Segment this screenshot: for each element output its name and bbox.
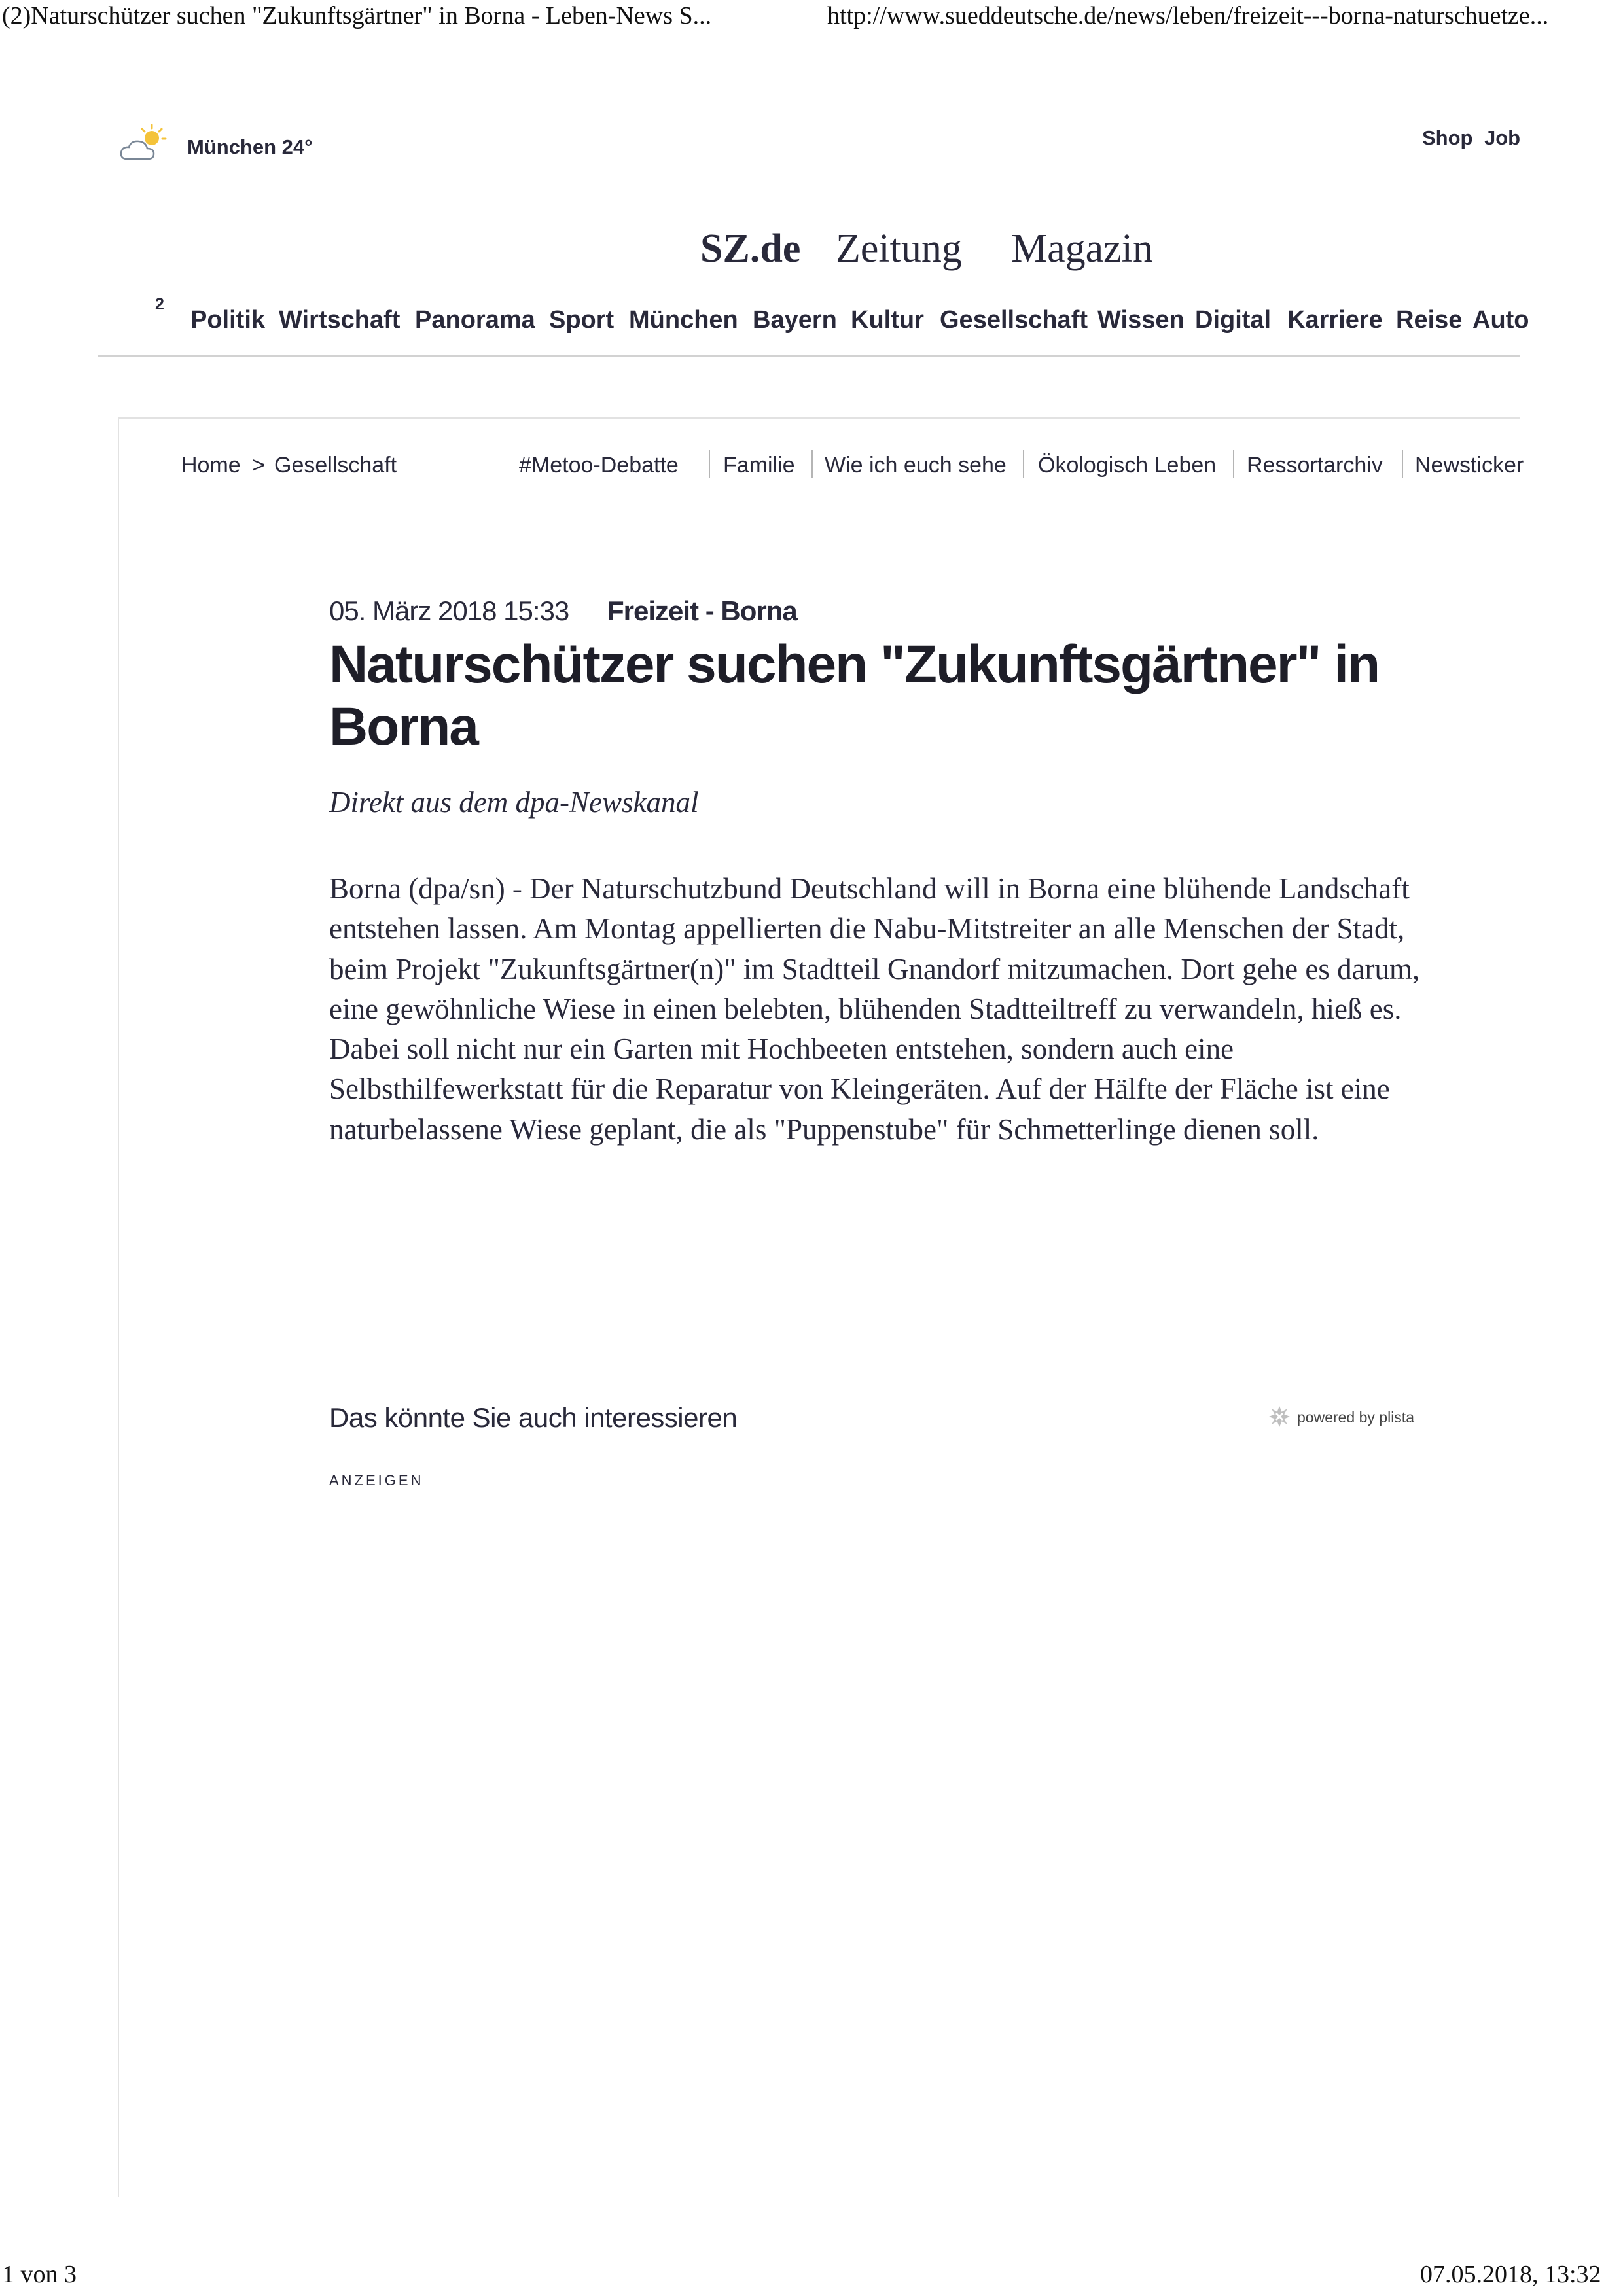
subnav-newsticker[interactable]: Newsticker [1415, 453, 1524, 478]
nav-item-kultur[interactable]: Kultur [851, 306, 924, 334]
print-page-number: 1 von 3 [2, 2261, 77, 2288]
print-timestamp: 07.05.2018, 13:32 [1420, 2261, 1601, 2288]
jobs-link[interactable]: Job [1484, 126, 1521, 149]
article-date: 05. März 2018 15:33 [329, 595, 569, 626]
nav-item-auto[interactable]: Auto [1472, 306, 1529, 334]
print-url: http://www.sueddeutsche.de/news/leben/freizeit---borna-naturschuetze... [827, 2, 1549, 29]
recommendations-title: Das könnte Sie auch interessieren [329, 1402, 738, 1433]
partly-cloudy-icon [118, 121, 170, 167]
powered-by-plista[interactable]: powered by plista [1297, 1409, 1414, 1426]
print-page-title: (2)Naturschützer suchen "Zukunftsgärtner" in Borna - Leben-News S... [2, 2, 712, 29]
sz-de-link[interactable]: SZ.de [700, 226, 801, 271]
nav-item-sport[interactable]: Sport [549, 306, 615, 334]
nav-item-muenchen[interactable]: München [629, 306, 738, 334]
content-frame-top [118, 417, 1520, 419]
article-kicker: Freizeit - Borna [607, 595, 797, 626]
nav-item-gesellschaft[interactable]: Gesellschaft [940, 306, 1088, 334]
article-headline: Naturschützer suchen "Zukunftsgärtner" in Borna [329, 635, 1380, 756]
breadcrumb-home[interactable]: Home [181, 453, 241, 478]
plista-logo-icon [1266, 1404, 1293, 1430]
subnav-wie-ich-euch-sehe[interactable]: Wie ich euch sehe [825, 453, 1007, 478]
ads-label: ANZEIGEN [329, 1472, 424, 1489]
zeitung-link[interactable]: Zeitung [836, 226, 962, 271]
article-lead: Direkt aus dem dpa-Newskanal [329, 786, 699, 819]
nav-item-wissen[interactable]: Wissen [1097, 306, 1185, 334]
nav-divider [98, 355, 1520, 357]
nav-item-reise[interactable]: Reise [1396, 306, 1463, 334]
subnav-metoo-debatte[interactable]: #Metoo-Debatte [519, 453, 679, 478]
subnav-separator [1023, 450, 1024, 478]
nav-item-digital[interactable]: Digital [1195, 306, 1272, 334]
nav-counter: 2 [155, 295, 164, 313]
shop-link[interactable]: Shop [1422, 126, 1473, 149]
nav-item-karriere[interactable]: Karriere [1287, 306, 1383, 334]
subnav-ressortarchiv[interactable]: Ressortarchiv [1247, 453, 1383, 478]
subnav-separator [1402, 450, 1403, 478]
subnav-oekologisch-leben[interactable]: Ökologisch Leben [1038, 453, 1217, 478]
breadcrumb-separator: > [252, 453, 265, 478]
nav-item-bayern[interactable]: Bayern [753, 306, 837, 334]
subnav-separator [1233, 450, 1234, 478]
subnav-familie[interactable]: Familie [723, 453, 795, 478]
subnav-separator [709, 450, 710, 478]
subnav-separator [812, 450, 813, 478]
weather-label[interactable]: München 24° [187, 135, 313, 158]
breadcrumb-gesellschaft[interactable]: Gesellschaft [274, 453, 397, 478]
magazin-link[interactable]: Magazin [1011, 226, 1153, 271]
nav-item-wirtschaft[interactable]: Wirtschaft [279, 306, 401, 334]
nav-item-politik[interactable]: Politik [190, 306, 266, 334]
content-frame-left [118, 417, 119, 2197]
article-body: Borna (dpa/sn) - Der Naturschutzbund Deutschland will in Borna eine blühende Landschaft entstehen lassen. Am Montag appellierten die Nabu-Mitstreiter an alle Menschen der Stadt, beim Projekt "Zukunftsgärtner(n)" im Stadtteil Gnandorf mitzumachen. Dort gehe es darum, eine gewöhnliche Wiese in einen belebten, blühenden Stadtteiltreff zu verwandeln, hieß es. Dabei soll nicht nur ein Garten mit Hochbeeten entstehen, sondern auch eine Selbsthilfewerkstatt für die Reparatur von Kleingeräten. Auf der Hälfte der Fläche ist eine naturbelassene Wiese geplant, die als "Puppenstube" für Schmetterlinge dienen soll. [329, 872, 1420, 1146]
nav-item-panorama[interactable]: Panorama [415, 306, 535, 334]
